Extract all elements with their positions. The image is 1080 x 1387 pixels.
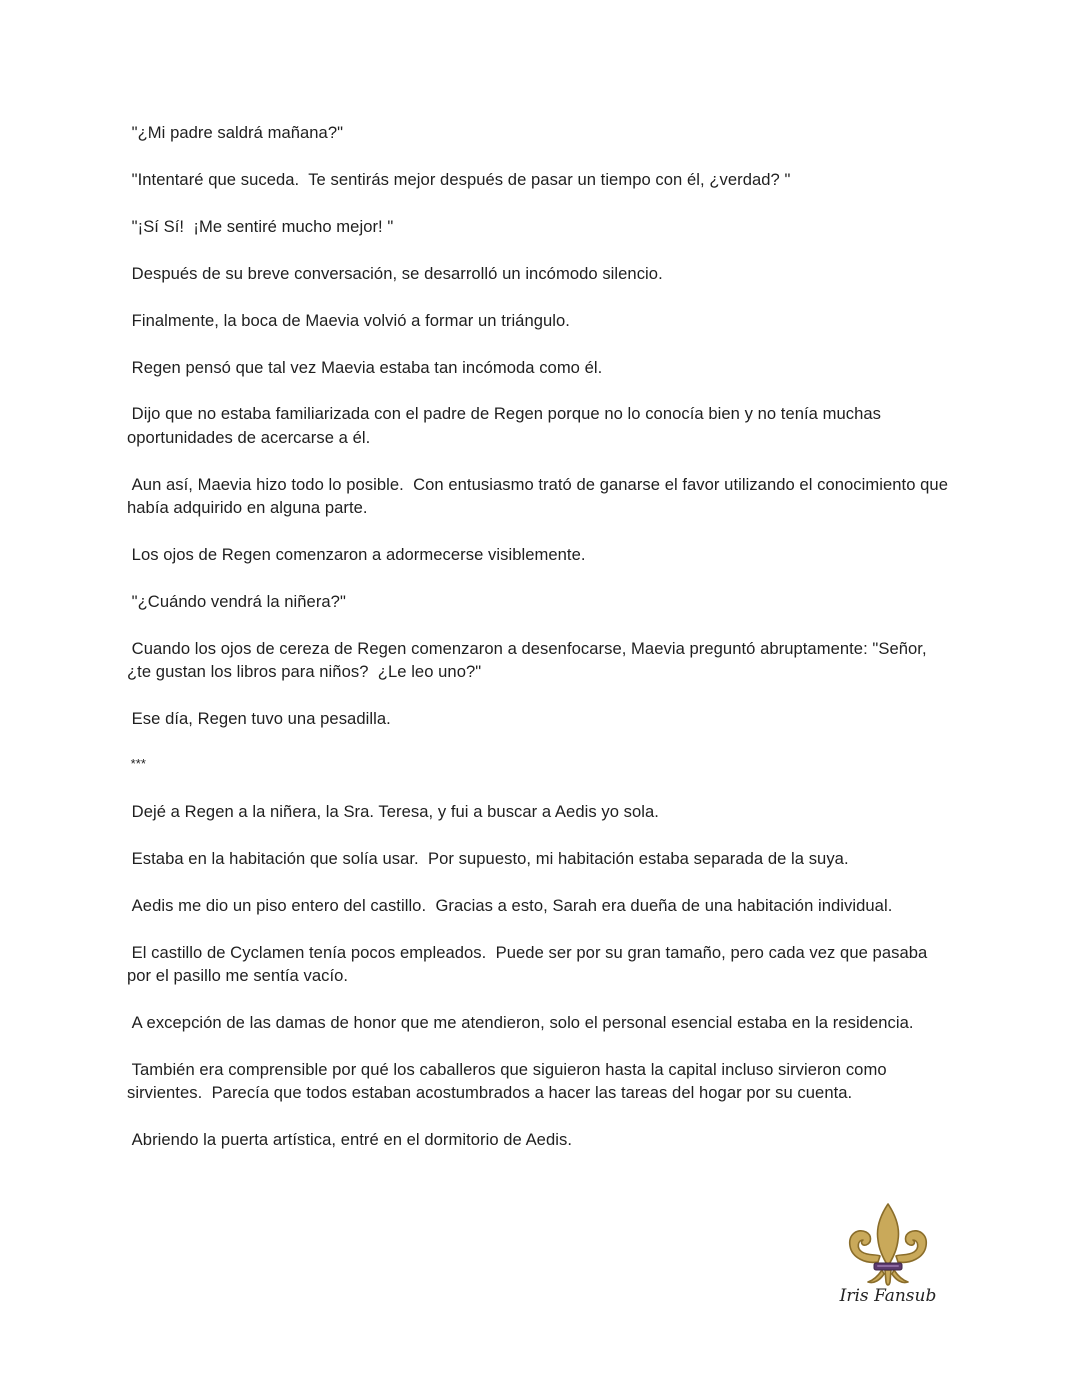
paragraph-17: A excepción de las damas de honor que me atendieron, solo el personal esencial estaba en la residencia. (127, 1013, 914, 1033)
paragraph-4: Después de su breve conversación, se desarrolló un incómodo silencio. (127, 263, 663, 283)
paragraph-8: Aun así, Maevia hizo todo lo posible. Con entusiasmo trató de ganarse el favor utilizando el conocimiento que había adquirido en alguna parte. (127, 474, 953, 518)
paragraph-11: Cuando los ojos de cereza de Regen comenzaron a desenfocarse, Maevia preguntó abruptamente: "Señor, ¿te gustan los libros para niños? ¿Le leo uno?" (127, 638, 932, 682)
paragraph-13: Dejé a Regen a la niñera, la Sra. Teresa, y fui a buscar a Aedis yo sola. (127, 802, 659, 821)
paragraph-2: "Intentaré que suceda. Te sentirás mejor después de pasar un tiempo con él, ¿verdad? " (127, 169, 791, 189)
paragraph-10: "¿Cuándo vendrá la niñera?" (127, 591, 346, 611)
fleur-de-lis-icon (844, 1200, 932, 1290)
paragraph-3: "¡Sí Sí! ¡Me sentiré mucho mejor! " (127, 216, 394, 236)
paragraph-14: Estaba en la habitación que solía usar. Por supuesto, mi habitación estaba separada de la suya. (127, 848, 849, 868)
paragraph-5: Finalmente, la boca de Maevia volvió a formar un triángulo. (127, 310, 570, 330)
paragraph-7: Dijo que no estaba familiarizada con el padre de Regen porque no lo conocía bien y no tenía muchas oportunidades de acercarse a él. (127, 404, 886, 447)
paragraph-1: "¿Mi padre saldrá mañana?" (127, 123, 344, 142)
iris-fansub-logo (838, 1200, 938, 1315)
logo-text: Iris Fansub (839, 1286, 937, 1306)
paragraph-16: El castillo de Cyclamen tenía pocos empleados. Puede ser por su gran tamaño, pero cada vez que pasaba por el pasillo me sentía vacío. (127, 942, 932, 986)
document-body (127, 121, 953, 1152)
paragraph-6: Regen pensó que tal vez Maevia estaba tan incómoda como él. (127, 357, 603, 377)
paragraph-9: Los ojos de Regen comenzaron a adormecerse visiblemente. (127, 545, 586, 565)
paragraph-18: También era comprensible por qué los caballeros que siguieron hasta la capital incluso sirvieron como sirvientes. Parecía que todos estaban acostumbrados a hacer las tareas del hogar por su cuenta. (127, 1059, 892, 1103)
paragraph-15: Aedis me dio un piso entero del castillo. Gracias a esto, Sarah era dueña de una habitación individual. (127, 895, 893, 915)
section-separator: *** (127, 755, 146, 771)
paragraph-12: Ese día, Regen tuvo una pesadilla. (127, 709, 391, 729)
paragraph-19: Abriendo la puerta artística, entré en el dormitorio de Aedis. (127, 1130, 572, 1150)
